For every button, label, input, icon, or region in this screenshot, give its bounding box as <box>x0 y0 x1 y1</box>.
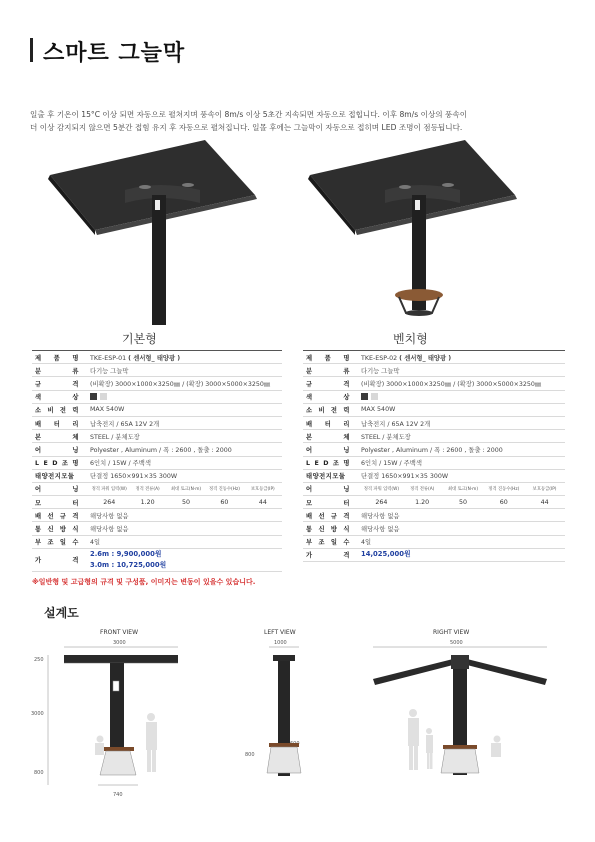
spec-value: Polyester , Aluminum / 폭 : 2600 , 돌출 : 2000 <box>358 443 565 456</box>
spec-row <box>303 430 565 443</box>
spec-row <box>32 377 282 390</box>
spec-label: 배 선 규 격 <box>32 509 87 522</box>
design-section-title: 설계도 <box>44 606 79 620</box>
spec-label: 부 조 일 수 <box>32 535 87 548</box>
spec-label: 제 품 명 <box>303 351 358 364</box>
spec-row <box>303 522 565 535</box>
motor-values <box>87 496 282 509</box>
spec-row <box>32 430 282 443</box>
spec-label: 분 류 <box>303 364 358 377</box>
spec-label: 규 격 <box>303 377 358 390</box>
left-view-title: LEFT VIEW <box>264 629 296 636</box>
color-swatch-light <box>100 393 107 400</box>
motor-value: 50 <box>182 498 191 506</box>
spec-row <box>303 456 565 469</box>
motor-value: 44 <box>540 498 549 506</box>
motor-value: 1.20 <box>140 498 155 506</box>
spec-row <box>303 403 565 416</box>
front-base-dim: 740 <box>113 792 123 798</box>
title-accent-bar <box>30 38 33 62</box>
spec-row <box>303 364 565 377</box>
spec-label: 본 체 <box>303 430 358 443</box>
spec-table-bench <box>303 350 565 562</box>
spec-value: 4일 <box>87 535 282 548</box>
motor-value: 1.20 <box>415 498 430 506</box>
spec-row <box>32 416 282 429</box>
motor-value: 264 <box>103 498 116 506</box>
motor-head: 정격 파워 입력(W) <box>91 486 127 492</box>
spec-row <box>303 443 565 456</box>
spec-label: 색 상 <box>32 390 87 403</box>
spec-row <box>32 522 282 535</box>
color-swatch-dark <box>90 393 97 400</box>
spec-value: 4일 <box>358 535 565 548</box>
price-cell <box>358 548 565 561</box>
spec-row <box>303 351 565 364</box>
motor-head: 최대 토크(N·m) <box>170 486 202 492</box>
intro-line-2: 더 이상 감지되지 않으면 5분간 접힘 유지 후 자동으로 펼쳐집니다. 일몰 후에는 그늘막이 자동으로 접히며 LED 조명이 점등됩니다. <box>30 123 463 132</box>
spec-value: 다기능 그늘막 <box>358 364 565 377</box>
front-view-drawing <box>40 645 190 790</box>
spec-value: 해당사항 없음 <box>87 522 282 535</box>
spec-label: 소 비 전 력 <box>32 403 87 416</box>
model-type: ( 센서형_ 태양광 ) <box>399 354 452 362</box>
spec-table-basic <box>32 350 282 572</box>
intro-line-1: 일출 후 기온이 15°C 이상 되면 자동으로 펼쳐지며 풍속이 8m/s 이상 5초간 지속되면 자동으로 접힙니다. 이후 8m/s 이상의 풍속이 <box>30 110 468 119</box>
spec-label: 통 신 방 식 <box>32 522 87 535</box>
motor-head: 정격 전류(A) <box>135 486 160 492</box>
spec-value: 해당사항 없음 <box>358 509 565 522</box>
model-code: TKE-ESP-02 <box>361 354 398 362</box>
spec-label: 모 터 <box>303 496 358 509</box>
spec-value: MAX 540W <box>358 403 565 416</box>
spec-row <box>32 496 282 509</box>
spec-row <box>32 535 282 548</box>
right-width-dim: 5000 <box>450 640 463 646</box>
spec-row <box>303 390 565 403</box>
spec-label: 배 터 리 <box>32 416 87 429</box>
motor-head: 정격 진동수(Hz) <box>208 486 240 492</box>
price-line-2: 3.0m : 10,725,000원 <box>90 560 167 569</box>
motor-head: 보호등급(IP) <box>532 486 557 492</box>
spec-row <box>303 416 565 429</box>
front-top-dim: 250 <box>34 657 44 663</box>
spec-row <box>32 364 282 377</box>
product-caption-bench: 벤치형 <box>393 332 428 346</box>
spec-label: L E D 조 명 <box>303 456 358 469</box>
price-cell <box>87 548 282 571</box>
color-swatches <box>87 390 282 403</box>
spec-label: 배 터 리 <box>303 416 358 429</box>
spec-value: 납축전지 / 65A 12V 2개 <box>87 416 282 429</box>
spec-value: 납축전지 / 65A 12V 2개 <box>358 416 565 429</box>
spec-row <box>32 509 282 522</box>
price-line-1: 14,025,000원 <box>361 550 411 559</box>
right-view-title: RIGHT VIEW <box>433 629 470 636</box>
spec-label: 부 조 일 수 <box>303 535 358 548</box>
spec-value: 6인치 / 15W / 주백색 <box>87 456 282 469</box>
motor-heads <box>87 482 282 495</box>
spec-label: 태양전지모듈 <box>303 469 358 482</box>
notice-text: ※일반형 및 고급형의 규격 및 구성품, 이미지는 변동이 있을수 있습니다. <box>32 578 256 586</box>
spec-value <box>358 351 565 364</box>
spec-label: L E D 조 명 <box>32 456 87 469</box>
spec-label: 어 닝 <box>32 443 87 456</box>
spec-label: 모 터 <box>32 496 87 509</box>
left-view-drawing <box>255 645 315 785</box>
spec-row <box>303 535 565 548</box>
front-mid-dim: 3000 <box>31 711 44 717</box>
spec-row <box>303 469 565 482</box>
spec-row <box>32 482 282 495</box>
spec-value: 6인치 / 15W / 주백색 <box>358 456 565 469</box>
spec-value: (비확장) 3000×1000×3250㎜ / (확장) 3000×5000×3250㎜ <box>87 377 282 390</box>
motor-head: 보호등급(IP) <box>250 486 275 492</box>
spec-row <box>32 403 282 416</box>
spec-value: Polyester , Aluminum / 폭 : 2600 , 돌출 : 2000 <box>87 443 282 456</box>
spec-value: 단결정 1650×991×35 300W <box>358 469 565 482</box>
product-caption-basic: 기본형 <box>122 332 157 346</box>
spec-row <box>303 482 565 495</box>
spec-row <box>303 496 565 509</box>
spec-label: 어 닝 <box>303 482 358 495</box>
motor-value: 60 <box>220 498 229 506</box>
spec-label: 소 비 전 력 <box>303 403 358 416</box>
spec-value <box>87 351 282 364</box>
spec-value: (비확장) 3000×1000×3250㎜ / (확장) 3000×5000×3250㎜ <box>358 377 565 390</box>
motor-head: 최대 토크(N·m) <box>447 486 479 492</box>
color-swatch-dark <box>361 393 368 400</box>
spec-value: STEEL / 분체도장 <box>358 430 565 443</box>
motor-head: 정격 파워 입력(W) <box>363 486 400 492</box>
motor-values <box>358 496 565 509</box>
spec-label: 규 격 <box>32 377 87 390</box>
front-bottom-dim: 800 <box>34 770 44 776</box>
spec-value: 해당사항 없음 <box>87 509 282 522</box>
motor-head: 정격 전류(A) <box>410 486 435 492</box>
spec-label: 태양전지모듈 <box>32 469 87 482</box>
model-type: ( 센서형_ 태양광 ) <box>128 354 181 362</box>
color-swatches <box>358 390 565 403</box>
motor-value: 60 <box>499 498 508 506</box>
spec-row <box>303 548 565 561</box>
motor-value: 264 <box>375 498 388 506</box>
spec-value: 단결정 1650×991×35 300W <box>87 469 282 482</box>
spec-label: 본 체 <box>32 430 87 443</box>
intro-text <box>30 108 570 134</box>
spec-label: 가 격 <box>32 548 87 571</box>
front-view-title: FRONT VIEW <box>100 629 139 636</box>
spec-row <box>32 390 282 403</box>
spec-value: 해당사항 없음 <box>358 522 565 535</box>
spec-label: 제 품 명 <box>32 351 87 364</box>
motor-heads <box>358 482 565 495</box>
model-code: TKE-ESP-01 <box>90 354 127 362</box>
spec-row <box>32 351 282 364</box>
spec-label: 어 닝 <box>303 443 358 456</box>
price-line-1: 2.6m : 9,900,000원 <box>90 549 162 558</box>
spec-label: 분 류 <box>32 364 87 377</box>
product-image-basic <box>40 135 290 325</box>
front-width-dim: 3000 <box>113 640 126 646</box>
spec-row <box>32 548 282 571</box>
spec-row <box>32 443 282 456</box>
left-height-dim: 800 <box>245 752 255 758</box>
spec-label: 가 격 <box>303 548 358 561</box>
color-swatch-light <box>371 393 378 400</box>
spec-row <box>303 377 565 390</box>
spec-label: 어 닝 <box>32 482 87 495</box>
left-width-dim: 1000 <box>274 640 287 646</box>
spec-row <box>32 469 282 482</box>
product-image-bench <box>300 135 550 325</box>
spec-value: 다기능 그늘막 <box>87 364 282 377</box>
motor-value: 44 <box>258 498 267 506</box>
right-view-drawing <box>365 645 555 785</box>
motor-head: 정격 진동수(Hz) <box>488 486 520 492</box>
spec-value: MAX 540W <box>87 403 282 416</box>
spec-row <box>32 456 282 469</box>
motor-value: 50 <box>458 498 467 506</box>
page-title: 스마트 그늘막 <box>43 41 186 66</box>
spec-label: 배 선 규 격 <box>303 509 358 522</box>
spec-value: STEEL / 분체도장 <box>87 430 282 443</box>
spec-row <box>303 509 565 522</box>
spec-label: 통 신 방 식 <box>303 522 358 535</box>
spec-label: 색 상 <box>303 390 358 403</box>
